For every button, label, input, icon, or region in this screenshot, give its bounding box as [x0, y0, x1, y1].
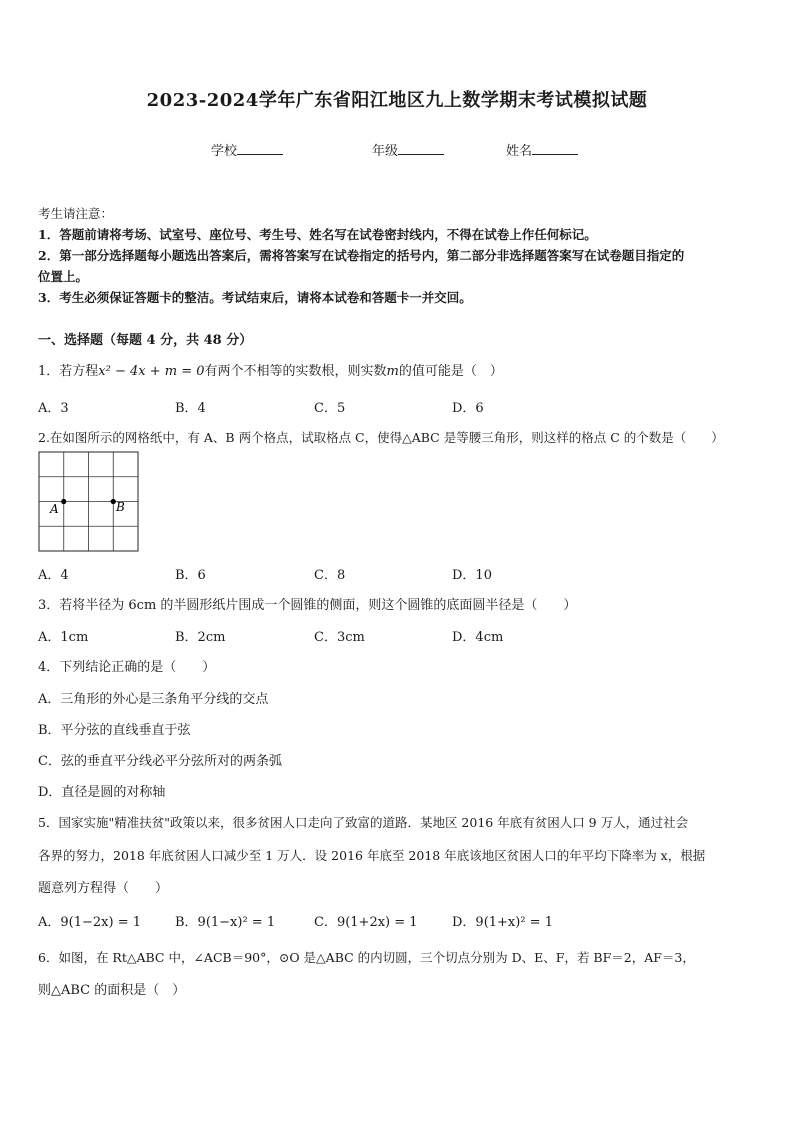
q2-option-c: C．8 — [314, 568, 346, 583]
q2-grid-figure — [38, 451, 140, 557]
name-blank — [532, 142, 578, 155]
q5-option-b: B．9(1−x)² = 1 — [175, 915, 276, 930]
q4-option-b: B．平分弦的直线垂直于弦 — [38, 723, 191, 738]
question-4: 4．下列结论正确的是（ ） — [38, 660, 216, 675]
point-a — [61, 499, 66, 504]
q3-option-a: A．1cm — [38, 630, 89, 645]
question-5-line-3: 题意列方程得（ ） — [38, 881, 169, 896]
section-heading: 一、选择题（每题 4 分，共 48 分） — [38, 333, 253, 348]
q5-option-a: A．9(1−2x) = 1 — [38, 915, 141, 930]
q1-suffix: 的值可能是（ ） — [398, 364, 503, 379]
q3-option-c: C．3cm — [314, 630, 365, 645]
question-6-line-2: 则△ABC 的面积是（ ） — [38, 983, 186, 998]
school-blank — [237, 142, 283, 155]
q3-option-b: B．2cm — [175, 630, 226, 645]
grade-label: 年级 — [372, 144, 399, 159]
note-2b: 位置上。 — [38, 269, 89, 284]
question-2: 2.在如图所示的网格纸中，有 A、B 两个格点，试取格点 C，使得△ABC 是等腰三角形，则这样的格点 C 的个数是（ ） — [38, 430, 724, 445]
point-a-label: A — [50, 502, 59, 516]
grade-blank — [398, 142, 444, 155]
q1-var: m — [386, 364, 399, 379]
question-5-line-2: 各界的努力，2018 年底贫困人口减少至 1 万人．设 2016 年底至 2018 年底该地区贫困人口的年平均下降率为 x，根据 — [38, 848, 706, 863]
note-1: 1．答题前请将考场、试室号、座位号、考生号、姓名写在试卷密封线内，不得在试卷上作任何标记。 — [38, 227, 597, 242]
point-b-label: B — [116, 500, 125, 514]
q1-option-d: D．6 — [452, 401, 484, 416]
note-2a: 2．第一部分选择题每小题选出答案后，需将答案写在试卷指定的括号内，第二部分非选择题答案写在试卷题目指定的 — [38, 248, 685, 263]
question-6-line-1: 6．如图，在 Rt△ABC 中，∠ACB＝90°，⊙O 是△ABC 的内切圆，三个切点分别为 D、E、F，若 BF＝2，AF＝3， — [38, 950, 695, 965]
notes-heading: 考生请注意： — [38, 206, 114, 221]
grade-field — [372, 140, 444, 159]
q4-option-d: D．直径是圆的对称轴 — [38, 785, 166, 800]
school-field — [211, 140, 283, 159]
q2-grid-svg — [38, 451, 140, 553]
q2-option-b: B．6 — [175, 568, 206, 583]
q2-option-d: D．10 — [452, 568, 492, 583]
school-label: 学校 — [211, 144, 238, 159]
q5-option-c: C．9(1+2x) = 1 — [314, 915, 418, 930]
note-3: 3．考生必须保证答题卡的整洁。考试结束后，请将本试卷和答题卡一并交回。 — [38, 290, 472, 305]
q3-option-d: D．4cm — [452, 630, 504, 645]
q4-option-a: A．三角形的外心是三条角平分线的交点 — [38, 692, 269, 707]
q4-option-c: C．弦的垂直平分线必平分弦所对的两条弧 — [38, 754, 282, 769]
q1-option-c: C．5 — [314, 401, 346, 416]
name-field — [506, 140, 578, 159]
page-title: 2023-2024学年广东省阳江地区九上数学期末考试模拟试题 — [146, 90, 648, 111]
question-1 — [38, 360, 503, 379]
q1-option-b: B．4 — [175, 401, 206, 416]
q5-option-d: D．9(1+x)² = 1 — [452, 915, 553, 930]
q1-prefix: 1．若方程 — [38, 364, 99, 379]
q1-option-a: A．3 — [38, 401, 69, 416]
question-3: 3．若将半径为 6cm 的半圆形纸片围成一个圆锥的侧面，则这个圆锥的底面圆半径是（ ） — [38, 598, 577, 613]
q1-equation: x² − 4x + m = 0 — [98, 364, 205, 379]
q1-mid: 有两个不相等的实数根，则实数 — [204, 364, 387, 379]
name-label: 姓名 — [506, 144, 533, 159]
question-5-line-1: 5．国家实施"精准扶贫"政策以来，很多贫困人口走向了致富的道路．某地区 2016 年底有贫困人口 9 万人，通过社会 — [38, 815, 689, 830]
q2-option-a: A．4 — [38, 568, 69, 583]
